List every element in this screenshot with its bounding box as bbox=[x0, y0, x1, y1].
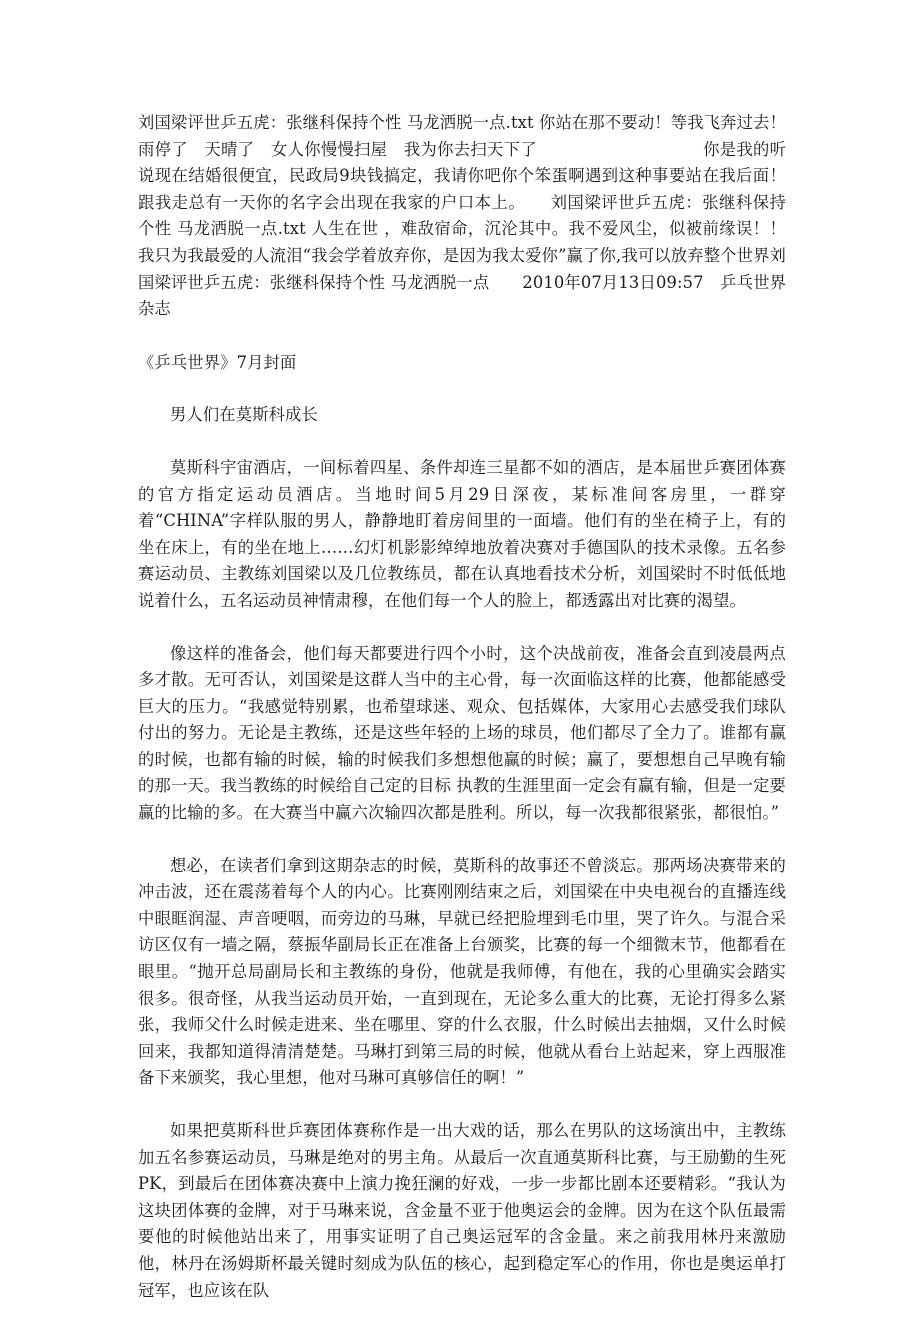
cover-caption: 《乒乓世界》7月封面 bbox=[138, 352, 297, 372]
article-subtitle: 男人们在莫斯科成长 bbox=[170, 405, 318, 425]
article-paragraph-1: 莫斯科宇宙酒店，一间标着四星、条件却连三星都不如的酒店，是本届世乒赛团体赛的官方指定运动员酒店。当地时间5月29日深夜，某标准间客房里，一群穿着“CHINA”字样队服的男人，静静地盯着房间里的一面墙。他们有的坐在椅子上，有的坐在床上，有的坐在地上……幻灯机影影绰绰地放着决赛对手德国队的技术录像。五名参赛运动员、主教练刘国梁以及几位教练员，都在认真地看技术分析，刘国梁时不时低低地说着什么，五名运动员神情肃穆，在他们每一个人的脸上，都透露出对比赛的渴望。 bbox=[138, 457, 786, 610]
document-page bbox=[138, 110, 819, 1320]
article-paragraph-4: 如果把莫斯科世乒赛团体赛称作是一出大戏的话，那么在男队的这场演出中，主教练加五名参赛运动员，马琳是绝对的男主角。从最后一次直通莫斯科比赛，与王励勤的生死PK，到最后在团体赛决赛中上演力挽狂澜的好戏，一步一步都比剧本还要精彩。“我认为这块团体赛的金牌，对于马琳来说，含金量不亚于他奥运会的金牌。因为在这个队伍最需要他的时候他站出来了，用事实证明了自己奥运冠军的含金量。来之前我用林丹来激励他，林丹在汤姆斯杯最关键时刻成为队伍的核心，起到稳定军心的作用，你也是奥运单打冠军，也应该在队 bbox=[138, 1121, 786, 1300]
intro-text: 刘国梁评世乒五虎：张继科保持个性 马龙洒脱一点.txt 你站在那不要动！等我飞奔过去！ 雨停了 天晴了 女人你慢慢扫屋 我为你去扫天下了 你是我的听说现在结婚很便宜，民政局9块钱搞定，我请你吧你个笨蛋啊遇到这种事要站在我后面！ 跟我走总有一天你的名字会出现在我家的户口本上。 刘国梁评世乒五虎：张继科保持个性 马龙洒脱一点.txt 人生在世 ，难敌宿命，沉沦其中。我不爱风尘，似被前缘误！！我只为我最爱的人流泪“我会学着放弃你，是因为我太爱你”赢了你,我可以放弃整个世界刘国梁评世乒五虎：张继科保持个性 马龙洒脱一点 2010年07月13日09:57 乒乓世界杂志 bbox=[138, 113, 819, 319]
article-paragraph-2: 像这样的准备会，他们每天都要进行四个小时，这个决战前夜，准备会直到凌晨两点多才散。无可否认，刘国梁是这群人当中的主心骨，每一次面临这样的比赛，他都能感受巨大的压力。“我感觉特别累，也希望球迷、观众、包括媒体，大家用心去感受我们球队付出的努力。无论是主教练，还是这些年轻的上场的球员，他们都尽了全力了。谁都有赢的时候，也都有输的时候，输的时候我们多想想他赢的时候；赢了，要想想自己早晚有输的那一天。我当教练的时候给自己定的目标 执教的生涯里面一定会有赢有输，但是一定要赢的比输的多。在大赛当中赢六次输四次都是胜利。所以，每一次我都很紧张，都很怕。” bbox=[138, 643, 786, 823]
article-paragraph-3: 想必，在读者们拿到这期杂志的时候，莫斯科的故事还不曾淡忘。那两场决赛带来的冲击波，还在震荡着每个人的内心。比赛刚刚结束之后，刘国梁在中央电视台的直播连线中眼眶润湿、声音哽咽，而旁边的马琳，早就已经把脸埋到毛巾里，哭了许久。与混合采访区仅有一墙之隔，蔡振华副局长正在准备上台颁奖，比赛的每一个细微末节，他都看在眼里。“抛开总局副局长和主教练的身份，他就是我师傅，有他在，我的心里确实会踏实很多。很奇怪，从我当运动员开始，一直到现在，无论多么重大的比赛，无论打得多么紧张，我师父什么时候走进来、坐在哪里、穿的什么衣服，什么时候出去抽烟，又什么时候回来，我都知道得清清楚楚。马琳打到第三局的时候，他就从看台上站起来，穿上西服准备下来颁奖，我心里想，他对马琳可真够信任的啊！” bbox=[138, 855, 786, 1088]
